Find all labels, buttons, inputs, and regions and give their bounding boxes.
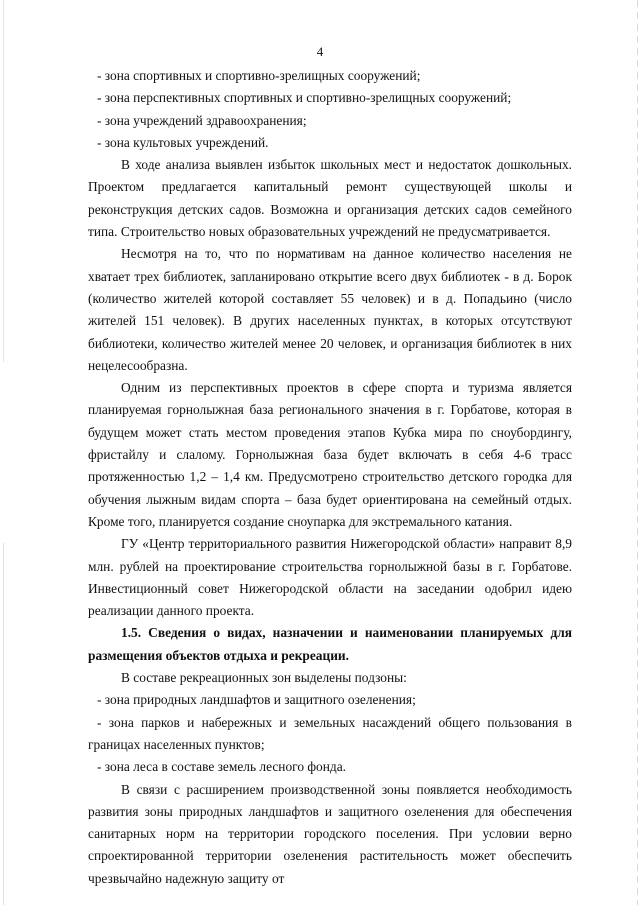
paragraph-libraries: Несмотря на то, что по нормативам на данное количество населения не хватает трех библиотек, запланировано открытие всего двух библиотек - в д. Борок (количество жителей которой составляет 55 человек) и в д. Попадьино (число жителей 151 человек). В других населенных пунктах, в которых отсутствуют библиотеки, количество жителей менее 20 человек, и организация библиотек в них нецелесообразна.	[88, 246, 572, 373]
paragraph-investment: ГУ «Центр территориального развития Нижегородской области» направит 8,9 млн. рублей на проектирование строительства горнолыжной базы в г. Горбатове. Инвестиционный совет Нижегородской области на заседании одобрил идею реализации данного проекта.	[88, 536, 572, 619]
list-item: - зона спортивных и спортивно-зрелищных сооружений;	[97, 68, 421, 83]
list-item: - зона природных ландшафтов и защитного озеленения;	[97, 692, 416, 708]
page-number: 4	[316, 44, 324, 59]
scan-edge-right	[637, 0, 638, 905]
section-heading: 1.5. Сведения о видах, назначении и наименовании планируемых для размещения объектов отдыха и рекреации.	[88, 625, 572, 663]
list-item: - зона леса в составе земель лесного фонда.	[97, 759, 347, 775]
list-item: - зона перспективных спортивных и спортивно-зрелищных сооружений;	[97, 90, 512, 106]
paragraph-schools: В ходе анализа выявлен избыток школьных мест и недостаток дошкольных. Проектом предлагается капитальный ремонт существующей школы и реконструкция детских садов. Возможна и организация детских садов семейного типа. Строительство новых образовательных учреждений не предусматривается.	[88, 157, 572, 240]
subzones-intro: В составе рекреационных зон выделены подзоны:	[121, 670, 407, 686]
paragraph-ski-base: Одним из перспективных проектов в сфере спорта и туризма является планируемая горнолыжная база регионального значения в г. Горбатове, которая в будущем может стать местом проведения этапов Кубка мира по сноубордингу, фристайлу и слалому. Горнолыжная база будет включать в себя 4-6 трасс протяженностью 1,2 – 1,4 км. Предусмотрено строительство детского городка для обучения лыжным видам спорта – база будет ориентирована на семейный отдых. Кроме того, планируется создание сноупарка для экстремального катания.	[88, 380, 572, 529]
document-body	[88, 65, 572, 890]
list-item: - зона культовых учреждений.	[97, 134, 269, 150]
list-item: - зона парков и набережных и земельных насаждений общего пользования в границах населенных пунктов;	[88, 714, 572, 752]
list-item: - зона учреждений здравоохранения;	[97, 112, 307, 128]
scan-edge-left	[3, 0, 4, 905]
paragraph-green-zones: В связи с расширением производственной зоны появляется необходимость развития зоны природных ландшафтов и защитного озеленения для обеспечения санитарных норм на территории городского поселения. При условии верно спроектированной территории озеленения растительность может обеспечить чрезвычайно надежную защиту от	[88, 781, 572, 886]
